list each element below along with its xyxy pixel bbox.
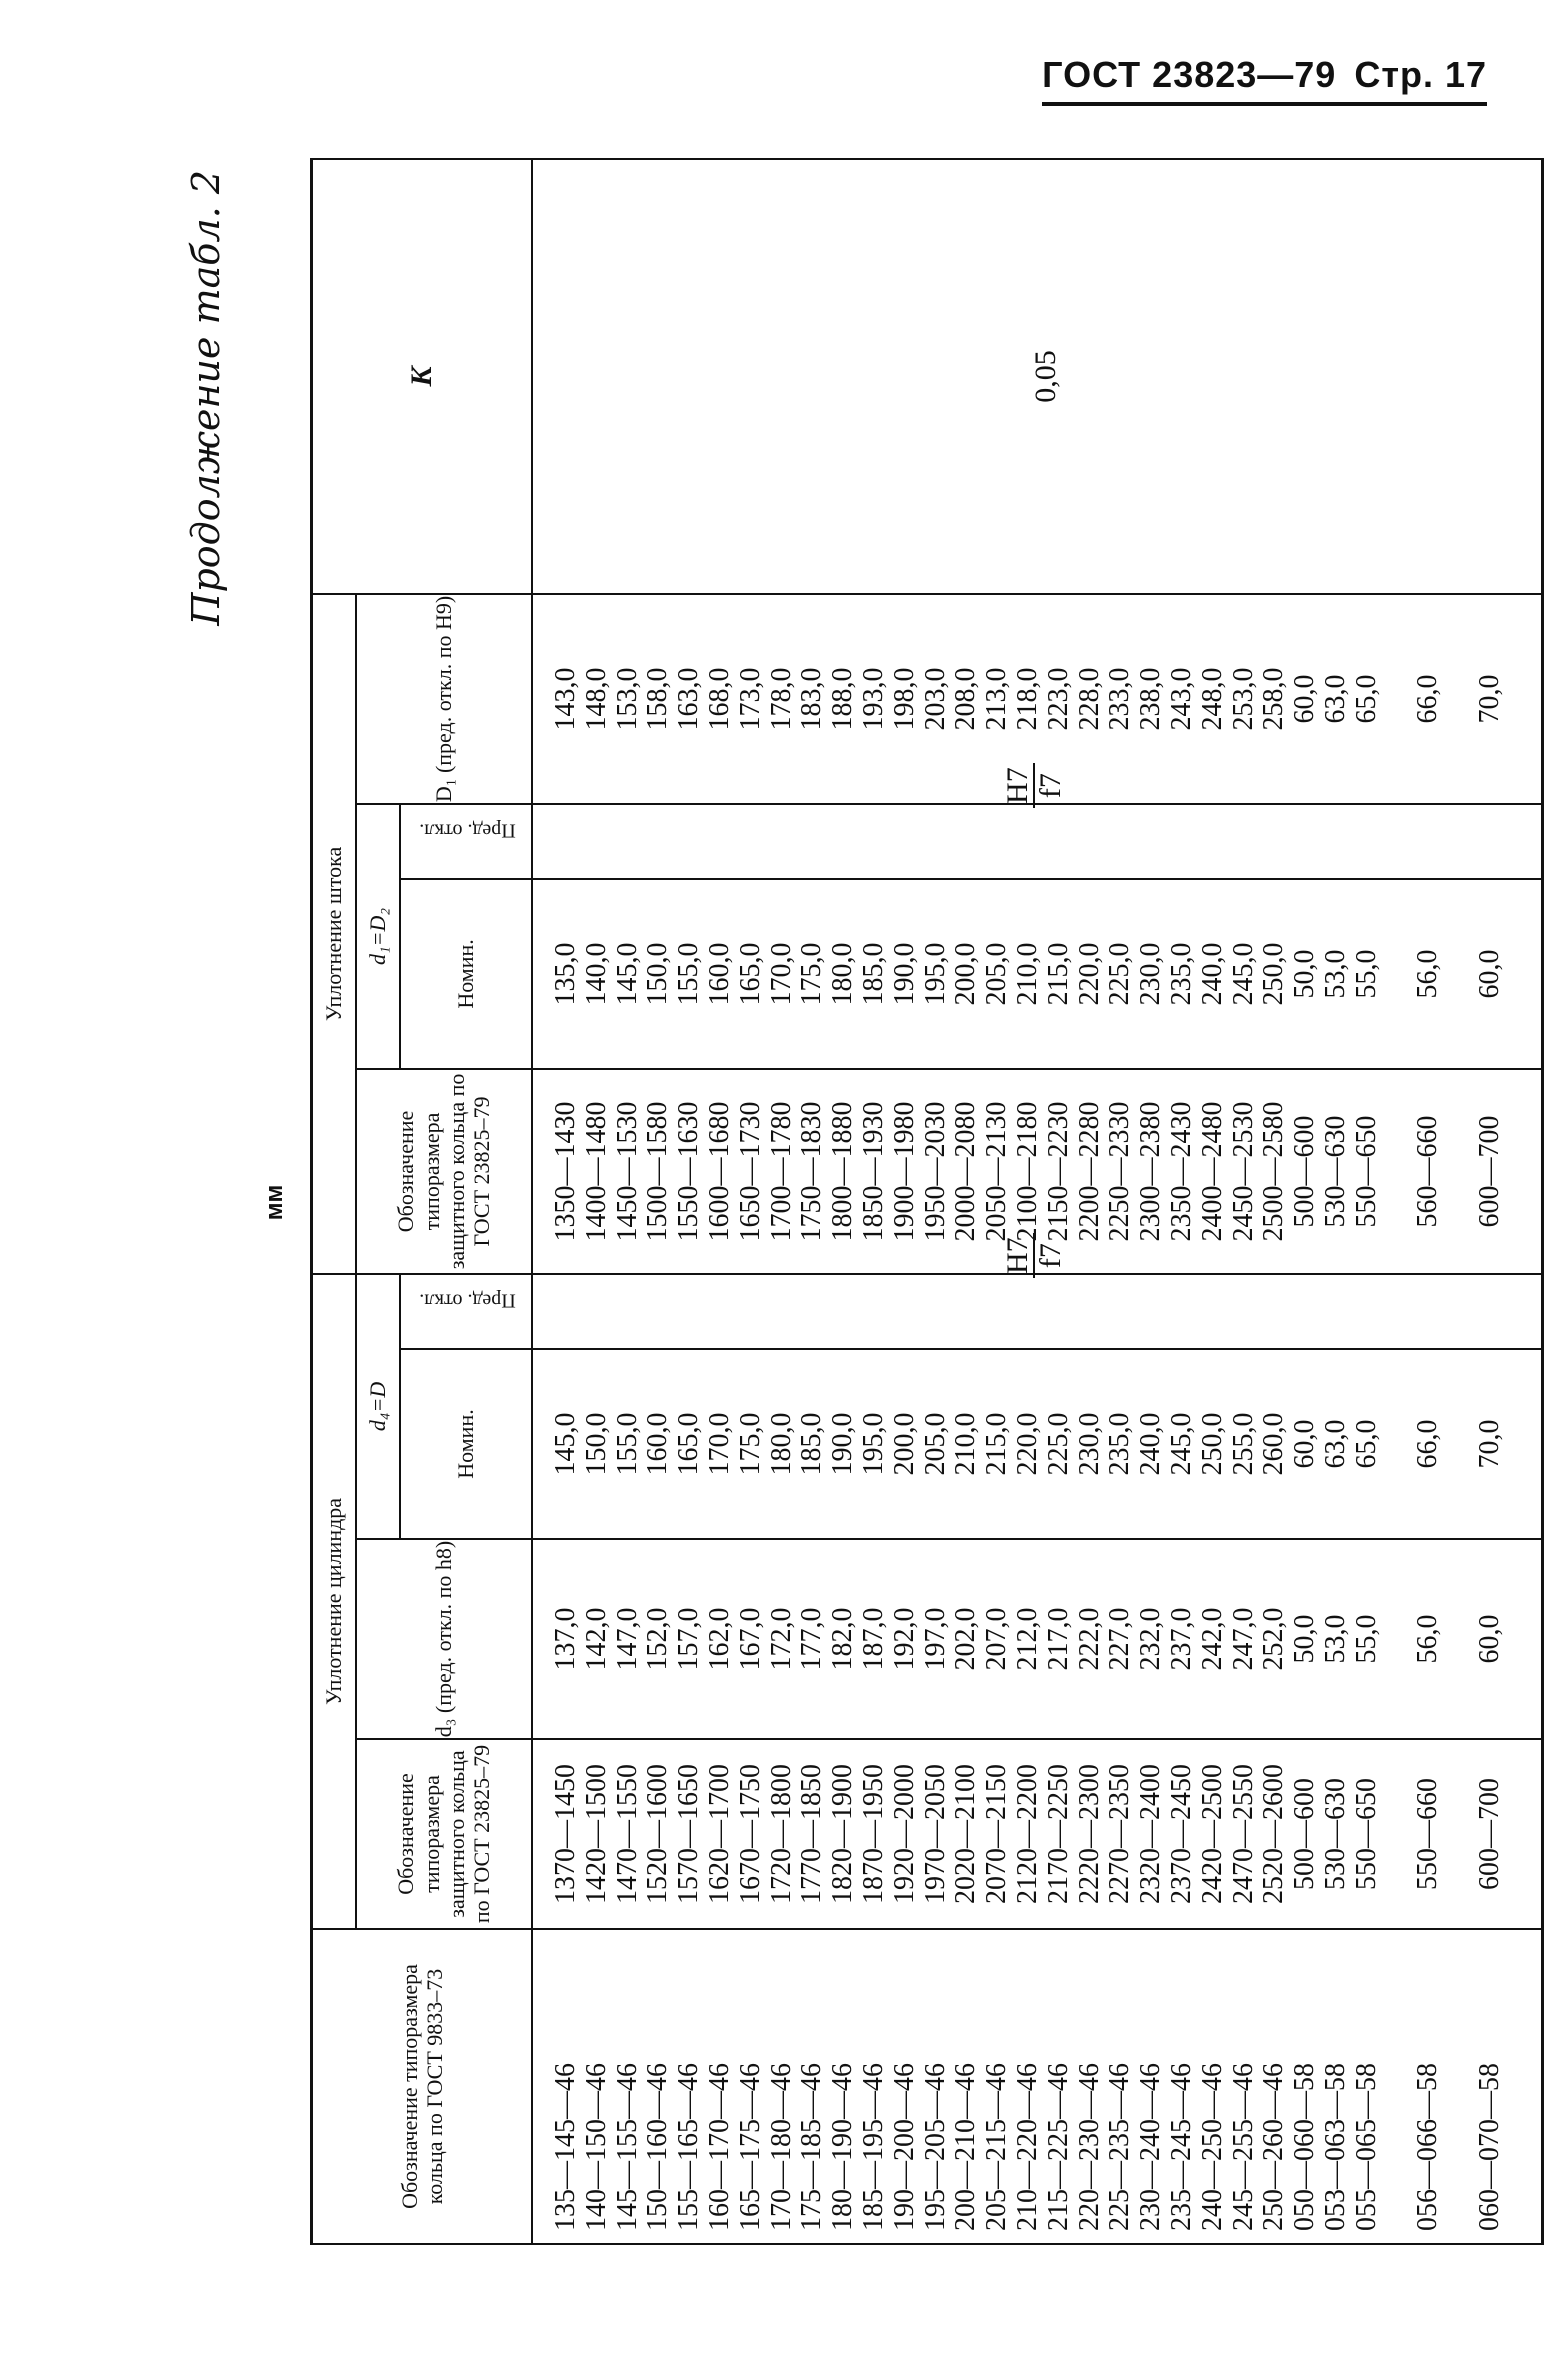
- header-d1: d₁=D₂: [356, 804, 400, 1069]
- header-d1-nominal: Номин.: [400, 879, 532, 1069]
- header-d4: d₄=D: [356, 1274, 400, 1539]
- header-d4-deviation: [400, 1274, 532, 1349]
- header-ring-designation: Обозначение типоразмера кольца по ГОСТ 9833–73: [312, 1929, 533, 2244]
- header-k: K: [312, 159, 533, 594]
- rotated-table-block: [175, 160, 1505, 2245]
- col-ring-designation: 135—145—46 140—150—46 145—155—46 150—160—46 155—165—46 160—170—46 165—175—46 170—180—46 175—185—46 180—190—46 185—195—46 190—200—46 195—205—46 200—210—46 205—215—46 210—220—46 215—225—46 220—230—46 225—235—46 230—240—46 235—245—46 240—250—46 245—255—46 250—260—46 050—060—58 053—063—58 055—065—58 056—066—58 060—070—58: [532, 1929, 1542, 2244]
- col-d1-nominal: 135,0 140,0 145,0 150,0 155,0 160,0 165,0 170,0 175,0 180,0 185,0 190,0 195,0 200,0 205,0 210,0 215,0 220,0 225,0 230,0 235,0 240,0 245,0 250,0 50,0 53,0 55,0 56,0 60,0: [532, 879, 1542, 1069]
- units-label: мм: [261, 1184, 288, 1221]
- table-continuation-caption: Продолжение табл. 2: [184, 170, 228, 626]
- header-rod-protective-ring: Обозначение типоразмера защитного кольца по ГОСТ 23825–79: [356, 1069, 532, 1274]
- col-d3: 137,0 142,0 147,0 152,0 157,0 162,0 167,0 172,0 177,0 182,0 187,0 192,0 197,0 202,0 207,0 212,0 217,0 222,0 227,0 232,0 237,0 242,0 247,0 252,0 50,0 53,0 55,0 56,0 60,0: [532, 1539, 1542, 1739]
- header-d3: d₃ (пред. откл. по h8): [356, 1539, 532, 1739]
- header-cylinder-seal: Уплотнение цилиндра: [312, 1274, 357, 1929]
- col-d4-deviation: [532, 1237, 1542, 1349]
- page-header: [1042, 54, 1487, 106]
- header-d4-nominal: Номин.: [400, 1349, 532, 1539]
- col-rod-protective-ring: 1350—1430 1400—1480 1450—1530 1500—1580 1550—1630 1600—1680 1650—1730 1700—1780 1750—1830 1800—1880 1850—1930 1900—1980 1950—2030 2000—2080 2050—2130 2100—2180 2150—2230 2200—2280 2250—2330 2300—2380 2350—2430 2400—2480 2450—2530 2500—2580 500—600 530—630 550—650 560—660 600—700: [532, 1069, 1542, 1274]
- deviation-label: Пред. откл.: [419, 819, 516, 842]
- page-number: Стр. 17: [1354, 54, 1487, 95]
- fit-h7-f7: H7 f7: [1002, 763, 1067, 808]
- header-cyl-protective-ring: Обозначение типоразмера защитного кольца по ГОСТ 23825–79: [356, 1739, 532, 1929]
- header-D1: D₁ (пред. откл. по H9): [356, 594, 532, 804]
- header-rod-seal: Уплотнение штока: [312, 594, 357, 1274]
- col-k-value: 0,05: [532, 159, 1542, 594]
- col-D1: 143,0 148,0 153,0 158,0 163,0 168,0 173,0 178,0 183,0 188,0 193,0 198,0 203,0 208,0 213,0 218,0 223,0 228,0 233,0 238,0 243,0 248,0 253,0 258,0 60,0 63,0 65,0 66,0 70,0: [532, 594, 1542, 804]
- fit-h7-f7: H7 f7: [1002, 1233, 1067, 1278]
- col-d4-nominal: 145,0 150,0 155,0 160,0 165,0 170,0 175,0 180,0 185,0 190,0 195,0 200,0 205,0 210,0 215,0 220,0 225,0 230,0 235,0 240,0 245,0 250,0 255,0 260,0 60,0 63,0 65,0 66,0 70,0: [532, 1349, 1542, 1539]
- col-d1-deviation: [532, 767, 1542, 879]
- standard-number: ГОСТ 23823—79: [1042, 54, 1337, 95]
- deviation-label: Пред. откл.: [419, 1289, 516, 1312]
- col-cyl-protective-ring: 1370—1450 1420—1500 1470—1550 1520—1600 1570—1650 1620—1700 1670—1750 1720—1800 1770—1850 1820—1900 1870—1950 1920—2000 1970—2050 2020—2100 2070—2150 2120—2200 2170—2250 2220—2300 2270—2350 2320—2400 2370—2450 2420—2500 2470—2550 2520—2600 500—600 530—630 550—650 550—660 600—700: [532, 1739, 1542, 1929]
- header-d1-deviation: [400, 804, 532, 879]
- dimensions-table: [310, 158, 1544, 2245]
